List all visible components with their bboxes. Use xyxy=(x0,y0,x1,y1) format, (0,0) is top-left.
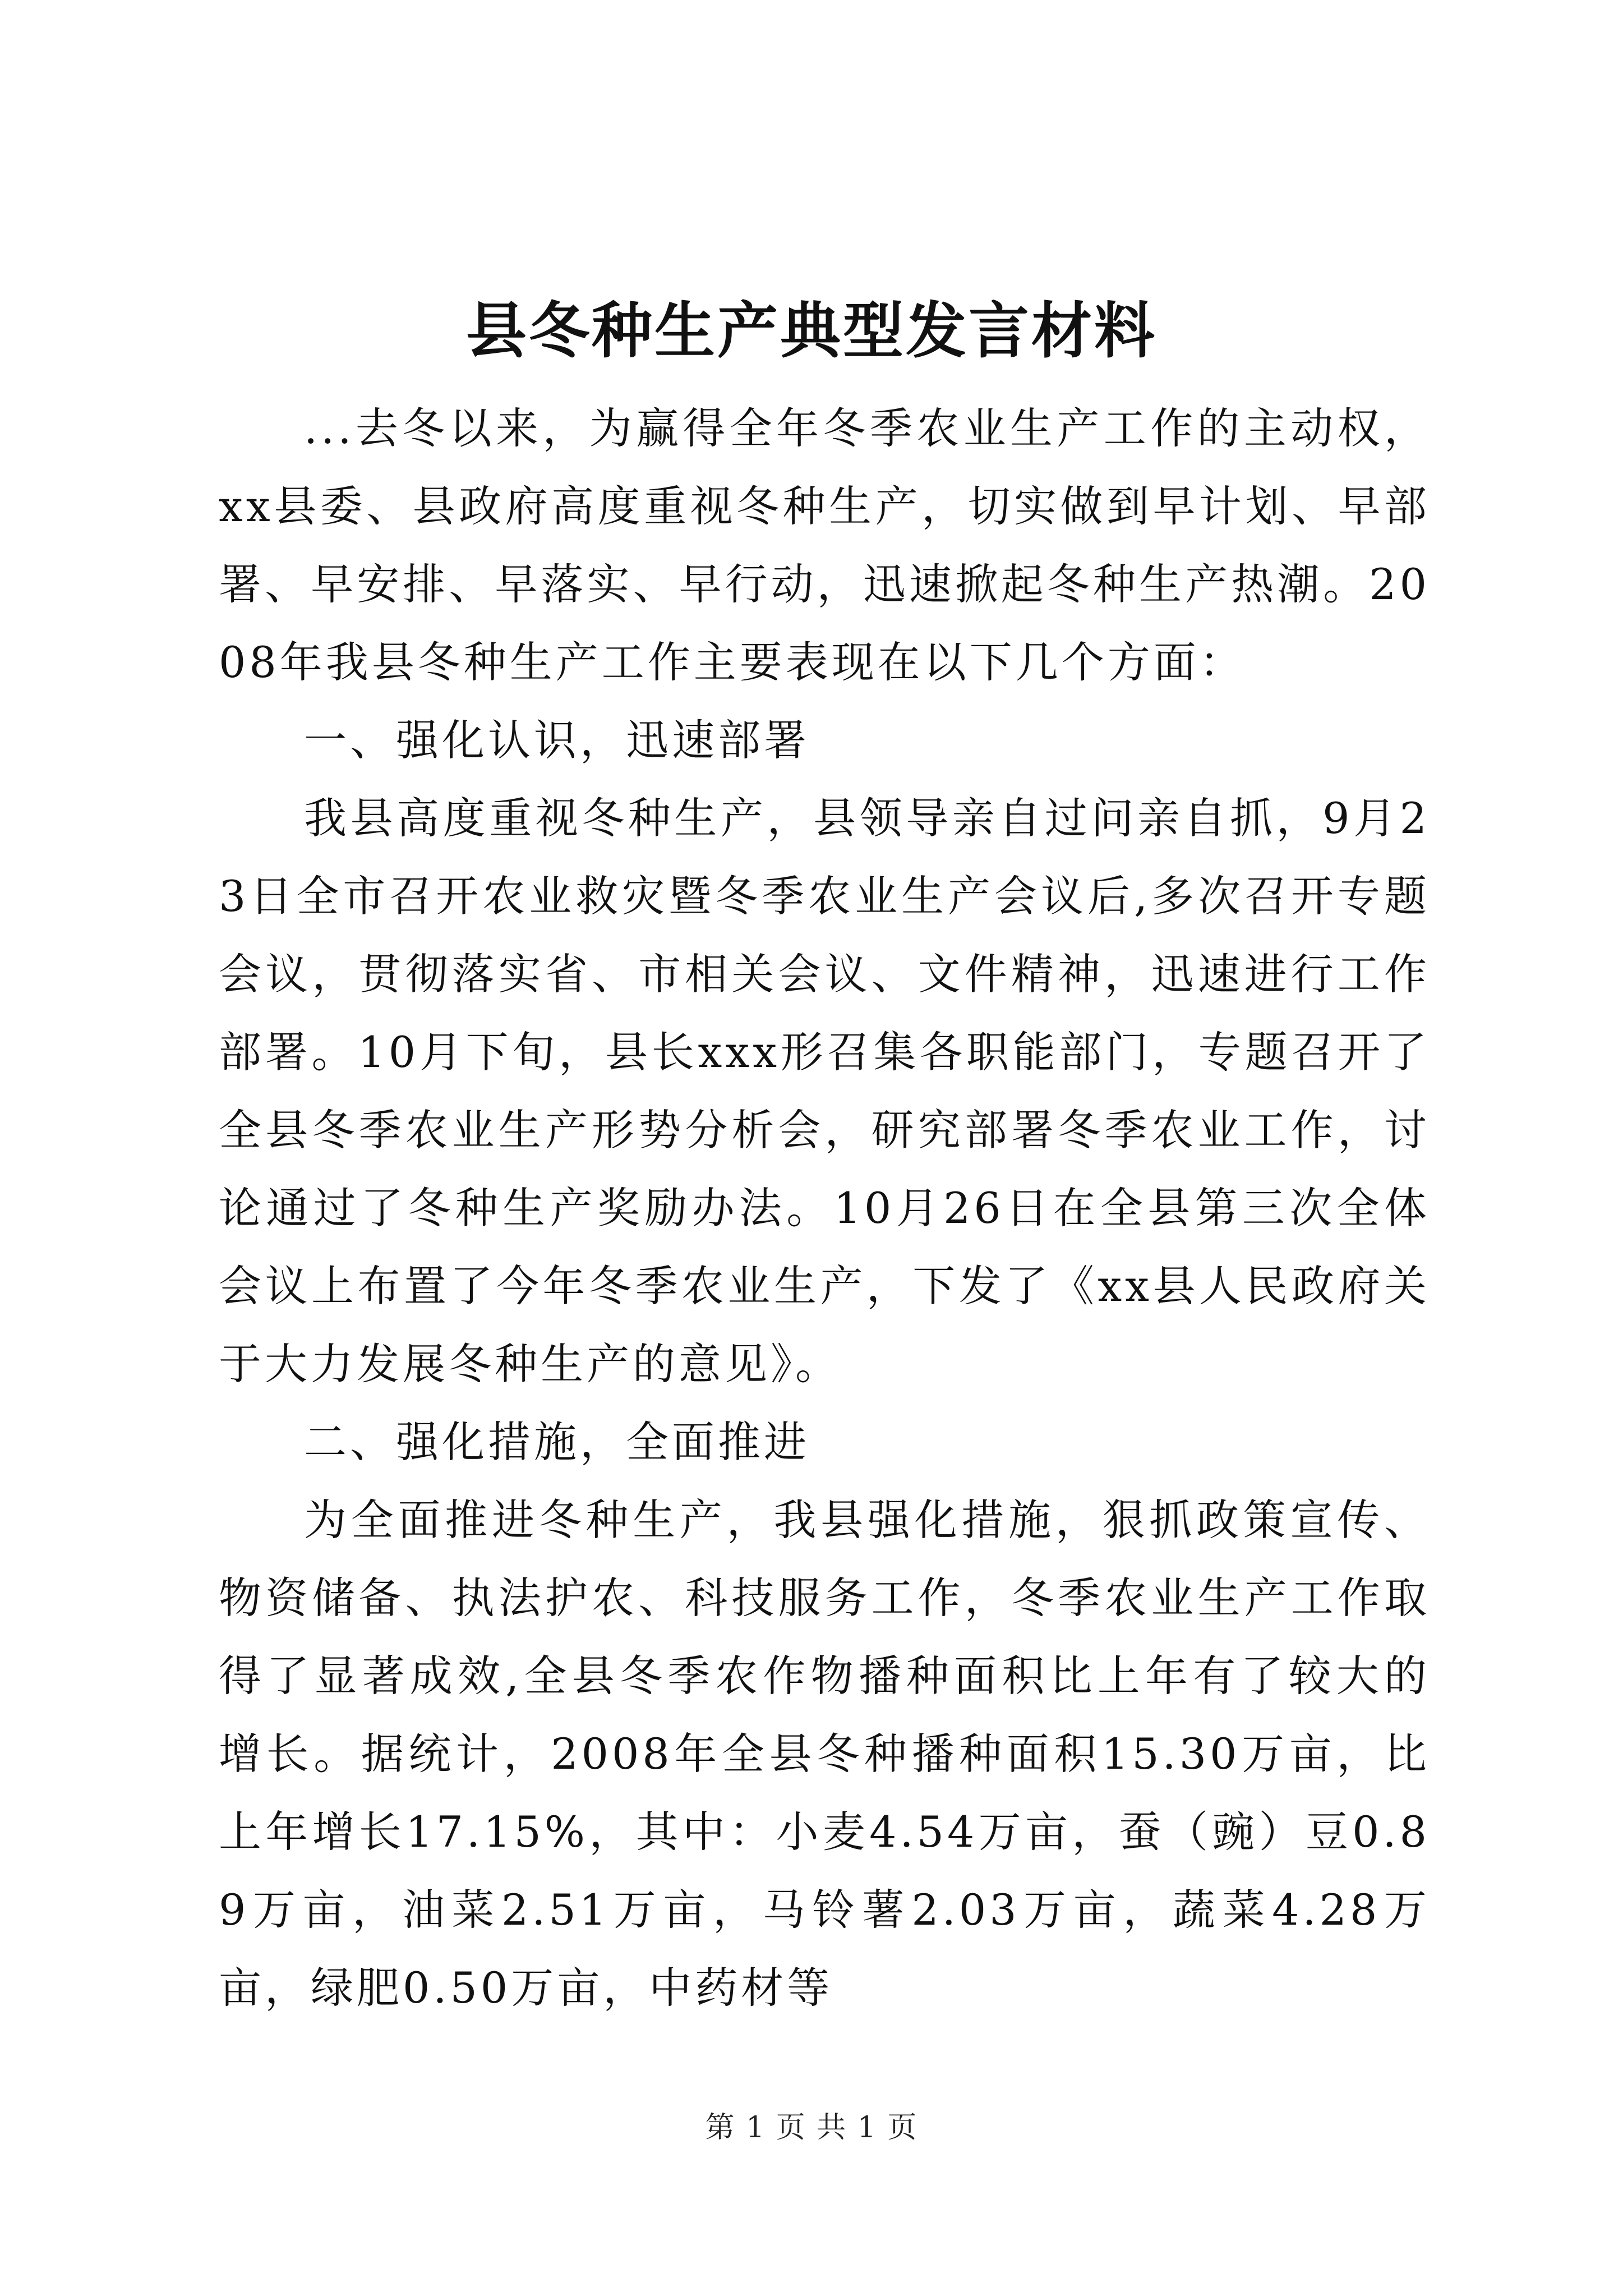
section-2-paragraph: 为全面推进冬种生产，我县强化措施，狠抓政策宣传、物资储备、执法护农、科技服务工作，冬季农业生产工作取得了显著成效,全县冬季农作物播种面积比上年有了较大的增长。据统计，2008年全县冬种播种面积15.30万亩，比上年增长17.15%，其中：小麦4.54万亩，蚕（豌）豆0.89万亩，油菜2.51万亩，马铃薯2.03万亩，蔬菜4.28万亩，绿肥0.50万亩，中药材等 xyxy=(219,1495,1430,2013)
document-title: 县冬种生产典型发言材料 xyxy=(465,296,1157,366)
page-number-footer: 第 1 页 共 1 页 xyxy=(705,2111,918,2145)
section-1-paragraph: 我县高度重视冬种生产，县领导亲自过问亲自抓，9月23日全市召开农业救灾暨冬季农业生产会议后,多次召开专题会议，贯彻落实省、市相关会议、文件精神，迅速进行工作部署。10月下旬，县长xxx形召集各职能部门，专题召开了全县冬季农业生产形势分析会，研究部署冬季农业工作，讨论通过了冬种生产奖励办法。10月26日在全县第三次全体会议上布置了今年冬季农业生产，下发了《xx县人民政府关于大力发展冬种生产的意见》。 xyxy=(219,793,1430,1389)
document-body xyxy=(219,389,1430,2027)
section-heading-2: 二、强化措施，全面推进 xyxy=(304,1417,810,1467)
intro-paragraph: ...去冬以来，为赢得全年冬季农业生产工作的主动权，xx县委、县政府高度重视冬种生产，切实做到早计划、早部署、早安排、早落实、早行动，迅速掀起冬种生产热潮。2008年我县冬种生产工作主要表现在以下几个方面： xyxy=(219,403,1430,687)
section-heading-1: 一、强化认识，迅速部署 xyxy=(304,715,810,765)
